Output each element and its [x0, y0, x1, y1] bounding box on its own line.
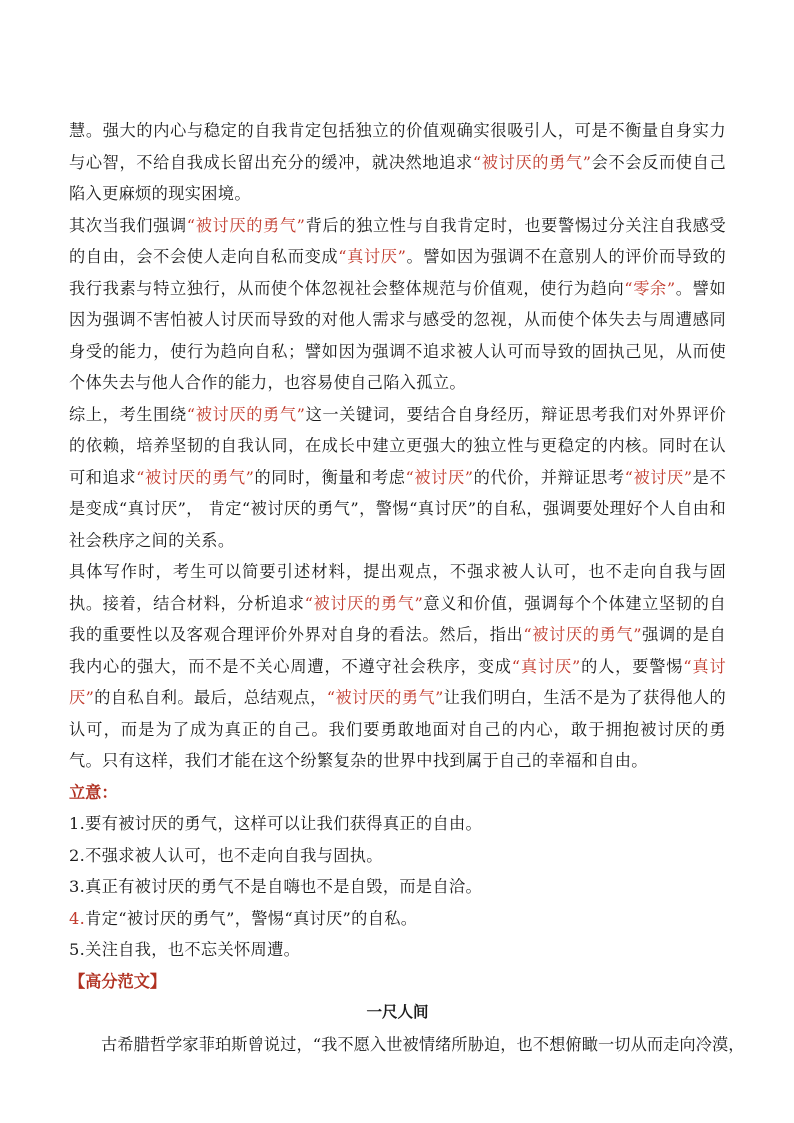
list-item [69, 808, 726, 840]
paragraph-3 [69, 399, 726, 557]
list-text: 肯定“被讨厌的勇气”，警惕“真讨厌”的自私。 [85, 908, 418, 928]
list-text: 要有被讨厌的勇气，这样可以让我们获得真正的自由。 [85, 814, 483, 833]
text-run: 的代价，并辩证思考 [473, 467, 625, 487]
highlight-phrase: “被讨厌的勇气” [304, 593, 424, 613]
text-run: 的自私自利。最后，总结观点， [94, 688, 327, 707]
text-run: 强调的是自我内心的强大，而不是不关心周遭，不遵守社会秩序，变成 [69, 625, 726, 676]
list-text: 真正有被讨厌的勇气不是自嗨也不是自毁，而是自洽。 [85, 877, 483, 896]
list-item [69, 871, 726, 903]
text-run: 意义和价值，强调每个个体建立坚韧的自我的重要性以及客观合理评价外界对自身的看法。然后，指出 [69, 593, 726, 644]
highlight-phrase: “被讨厌的勇气” [326, 688, 444, 707]
text-run: 会不会反而使自己陷入更麻烦的现实困境。 [69, 152, 726, 203]
text-run: 慧。强大的内心与稳定的自我肯定包括独立的价值观确实很吸引人，可是不衡量自身实力与心智，不给自我成长留出充分的缓冲，就决然地追求 [69, 121, 726, 172]
highlight-phrase: “被讨厌” [405, 467, 474, 487]
highlight-phrase: “被讨厌的勇气” [136, 467, 255, 487]
text-run: 综上，考生围绕 [69, 404, 187, 424]
liyi-heading: 立意： [69, 782, 118, 802]
list-item [69, 903, 726, 935]
paragraph-4 [69, 556, 726, 777]
text-run: 让我们明白，生活不是为了获得他人的认可，而是为了成为真正的自己。我们要勇敢地面对自己的内心，敢于拥抱被讨厌的勇气。只有这样，我们才能在这个纷繁复杂的世界中找到属于自己的幸福和自由。 [69, 688, 726, 770]
list-number: 2. [69, 845, 86, 865]
text-run: 。譬如因为强调不害怕被人讨厌而导致的对他人需求与感受的忽视，从而使个体失去与周遭感同身受的能力，使行为趋向自私；譬如因为强调不追求被人认可而导致的固执己见，从而使个体失去与他人合作的能力，也容易使自己陷入孤立。 [69, 278, 726, 392]
highlight-phrase: “零余” [624, 278, 676, 298]
paragraph-1 [69, 115, 726, 210]
list-item [69, 840, 726, 872]
essay-first-paragraph: 古希腊哲学家菲珀斯曾说过，“我不愿入世被情绪所胁迫，也不想俯瞰一切从而走向冷漠， [101, 1034, 745, 1054]
highlight-phrase: “被讨厌的勇气” [472, 152, 592, 172]
highlight-phrase: “真讨厌” [338, 247, 407, 266]
highlight-phrase: “被讨厌的勇气” [523, 625, 642, 644]
text-run: 具体写作时，考生可以简要引述材料，提出观点，不强求被人认可，也不走向自我与固执。接着，结合材料，分析追求 [69, 562, 726, 613]
list-number: 4. [69, 908, 86, 928]
highlight-phrase: “真讨厌” [69, 656, 726, 707]
list-text: 不强求被人认可，也不走向自我与固执。 [85, 845, 383, 865]
list-item [69, 934, 726, 966]
liyi-list [69, 808, 726, 966]
document-page [69, 115, 745, 1060]
text-run: 这一关键词，要结合自身经历，辩证思考我们对外界评价的依赖，培养坚韧的自我认同，在成长中建立更强大的独立性与更稳定的内核。同时在认可和追求 [69, 404, 726, 487]
list-text: 关注自我，也不忘关怀周遭。 [85, 940, 301, 959]
fanwen-tag: 【高分范文】 [69, 971, 167, 991]
list-number: 1. [69, 814, 86, 833]
text-run: 。譬如因为强调不在意别人的评价而导致的我行我素与特立独行，从而使个体忽视社会整体规范与价值观，使行为趋向 [69, 247, 726, 298]
paragraph-2 [69, 210, 726, 399]
text-run: 其次当我们强调 [69, 215, 187, 235]
text-run: 背后的独立性与自我肯定时，也要警惕过分关注自我感受的自由，会不会使人走向自私而变成 [69, 215, 726, 266]
list-number: 3. [69, 877, 86, 896]
highlight-phrase: “被讨厌的勇气” [186, 215, 306, 235]
highlight-phrase: “被讨厌” [624, 467, 693, 487]
highlight-phrase: “真讨厌” [511, 656, 581, 676]
text-run: 的人，要警惕 [580, 656, 684, 676]
highlight-phrase: “被讨厌的勇气” [186, 404, 306, 424]
list-number: 5. [69, 940, 86, 959]
text-run: 的同时，衡量和考虑 [254, 467, 406, 487]
essay-title: 一尺人间 [366, 1003, 429, 1021]
text-run: 是不是变成“真讨厌”， 肯定“被讨厌的勇气”，警惕“真讨厌”的自私，强调要处理好个人自由和社会秩序之间的关系。 [69, 467, 726, 550]
